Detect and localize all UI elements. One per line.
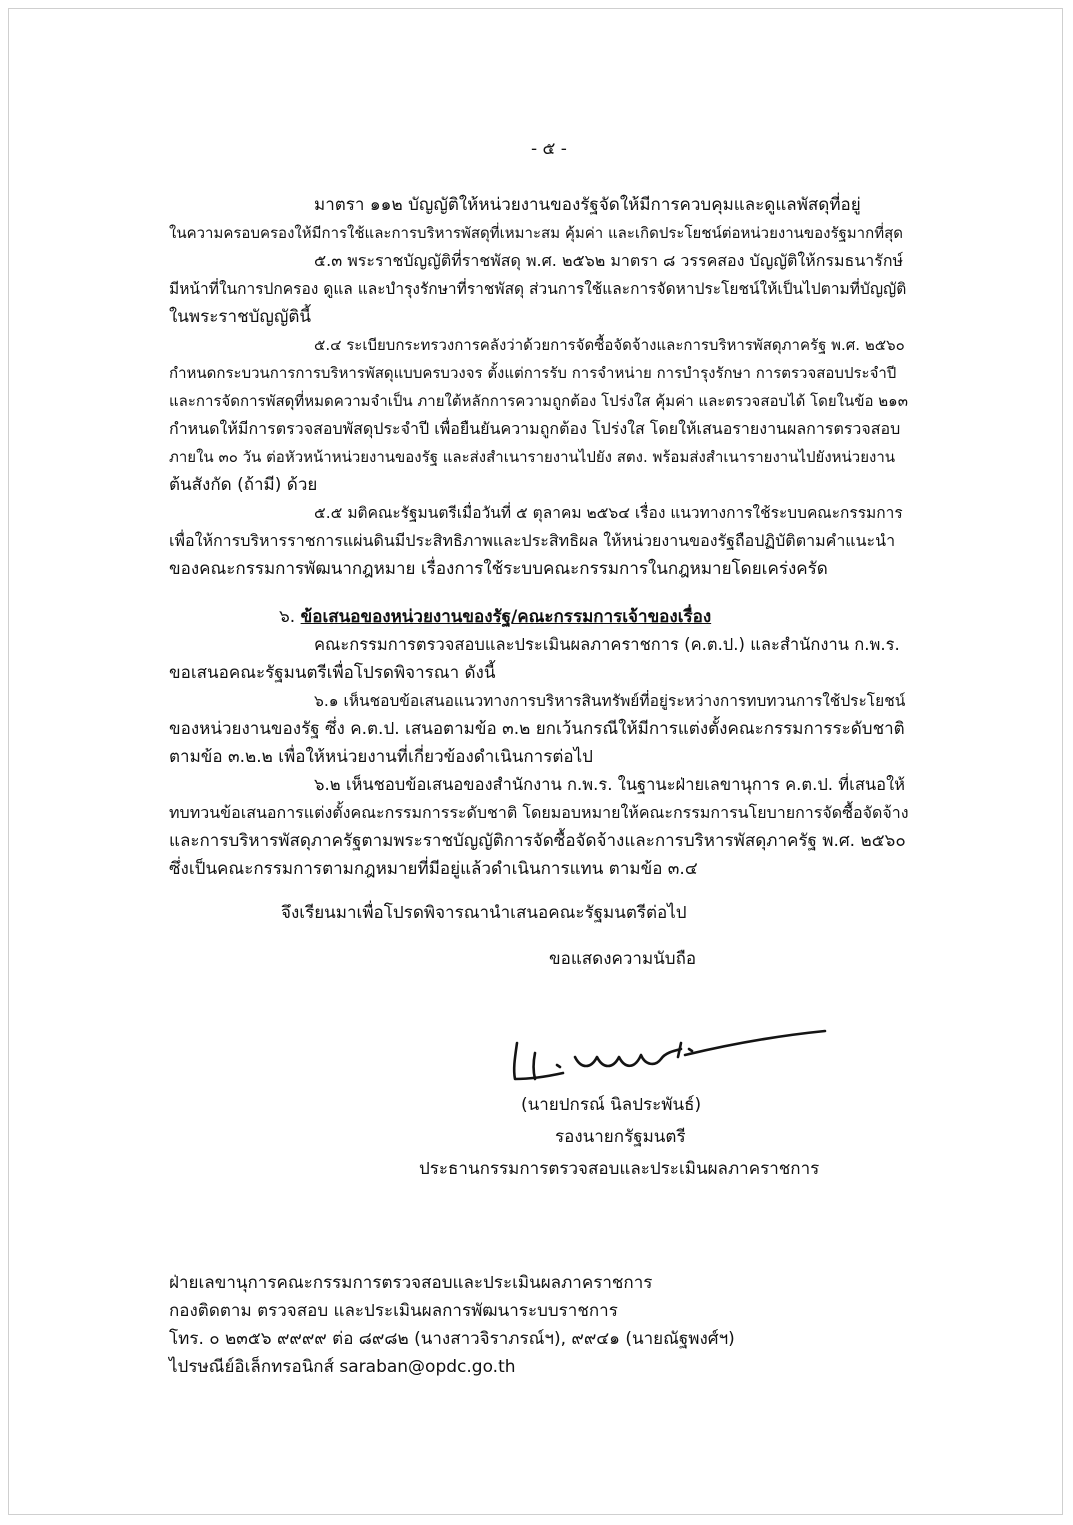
body-line: ต้นสังกัด (ถ้ามี) ด้วย: [169, 475, 318, 495]
document-page: [8, 8, 1063, 1515]
body-line: ในความครอบครองให้มีการใช้และการบริหารพัสดุที่เหมาะสม คุ้มค่า และเกิดประโยชน์ต่อหน่วยงานของรัฐมากที่สุด: [169, 224, 903, 242]
section-number: ๖.: [279, 607, 296, 627]
section-line: ตามข้อ ๓.๒.๒ เพื่อให้หน่วยงานที่เกี่ยวข้องดำเนินการต่อไป: [169, 747, 593, 767]
body-line: ในพระราชบัญญัตินี้: [169, 307, 312, 327]
body-line: เพื่อให้การบริหารราชการแผ่นดินมีประสิทธิภาพและประสิทธิผล ให้หน่วยงานของรัฐถือปฏิบัติตามคำแนะนำ: [169, 531, 896, 550]
footer-line: ฝ่ายเลขานุการคณะกรรมการตรวจสอบและประเมินผลภาคราชการ: [169, 1273, 653, 1293]
section-line: ทบทวนข้อเสนอการแต่งตั้งคณะกรรมการระดับชาติ โดยมอบหมายให้คณะกรรมการนโยบายการจัดซื้อจัดจ้าง: [169, 803, 909, 822]
section-heading: [279, 605, 711, 629]
signer-position: รองนายกรัฐมนตรี: [555, 1127, 686, 1147]
body-line: ๕.๕ มติคณะรัฐมนตรีเมื่อวันที่ ๕ ตุลาคม ๒๕๖๔ เรื่อง แนวทางการใช้ระบบคณะกรรมการ: [314, 504, 903, 522]
section-line: ๖.๒ เห็นชอบข้อเสนอของสำนักงาน ก.พ.ร. ในฐานะฝ่ายเลขานุการ ค.ต.ป. ที่เสนอให้: [314, 775, 906, 794]
body-line: ภายใน ๓๐ วัน ต่อหัวหน้าหน่วยงานของรัฐ และส่งสำเนารายงานไปยัง สตง. พร้อมส่งสำเนารายงานไปยังหน่วยงาน: [169, 448, 895, 466]
regards-text: ขอแสดงความนับถือ: [549, 949, 697, 969]
body-line: กำหนดให้มีการตรวจสอบพัสดุประจำปี เพื่อยืนยันความถูกต้อง โปร่งใส โดยให้เสนอรายงานผลการตรวจสอบ: [169, 419, 901, 438]
closing-line: จึงเรียนมาเพื่อโปรดพิจารณานำเสนอคณะรัฐมนตรีต่อไป: [281, 903, 687, 923]
body-line: มาตรา ๑๑๒ บัญญัติให้หน่วยงานของรัฐจัดให้มีการควบคุมและดูแลพัสดุที่อยู่: [314, 195, 861, 215]
body-line: ๕.๔ ระเบียบกระทรวงการคลังว่าด้วยการจัดซื้อจัดจ้างและการบริหารพัสดุภาครัฐ พ.ศ. ๒๕๖๐: [314, 336, 905, 354]
section-line: ของหน่วยงานของรัฐ ซึ่ง ค.ต.ป. เสนอตามข้อ ๓.๒ ยกเว้นกรณีให้มีการแต่งตั้งคณะกรรมการระดับชาติ: [169, 719, 905, 739]
signer-position-chair: ประธานกรรมการตรวจสอบและประเมินผลภาคราชการ: [419, 1159, 820, 1179]
signature-image: [505, 1013, 841, 1093]
section-line: และการบริหารพัสดุภาครัฐตามพระราชบัญญัติการจัดซื้อจัดจ้างและการบริหารพัสดุภาครัฐ พ.ศ. ๒๕๖๐: [169, 831, 906, 851]
footer-line: โทร. ๐ ๒๓๕๖ ๙๙๙๙ ต่อ ๘๙๘๒ (นางสาวจิราภรณ์ฯ), ๙๙๔๑ (นายณัฐพงศ์ฯ): [169, 1329, 735, 1349]
body-line: มีหน้าที่ในการปกครอง ดูแล และบำรุงรักษาที่ราชพัสดุ ส่วนการใช้และการจัดหาประโยชน์ให้เป็นไปตามที่บัญญัติ: [169, 280, 907, 298]
body-line: และการจัดการพัสดุที่หมดความจำเป็น ภายใต้หลักการความถูกต้อง โปร่งใส คุ้มค่า และตรวจสอบได้ โดยในข้อ ๒๑๓: [169, 392, 908, 410]
page-number: - ๕ -: [531, 139, 567, 159]
footer-line: กองติดตาม ตรวจสอบ และประเมินผลการพัฒนาระบบราชการ: [169, 1301, 618, 1321]
body-line: ของคณะกรรมการพัฒนากฎหมาย เรื่องการใช้ระบบคณะกรรมการในกฎหมายโดยเคร่งครัด: [169, 559, 828, 579]
signer-name: (นายปกรณ์ นิลประพันธ์): [521, 1095, 702, 1115]
section-line: ๖.๑ เห็นชอบข้อเสนอแนวทางการบริหารสินทรัพย์ที่อยู่ระหว่างการทบทวนการใช้ประโยชน์: [314, 692, 906, 710]
section-title: ข้อเสนอของหน่วยงานของรัฐ/คณะกรรมการเจ้าของเรื่อง: [300, 607, 712, 627]
footer-line: ไปรษณีย์อิเล็กทรอนิกส์ saraban@opdc.go.th: [169, 1357, 516, 1377]
body-line: ๕.๓ พระราชบัญญัติที่ราชพัสดุ พ.ศ. ๒๕๖๒ มาตรา ๘ วรรคสอง บัญญัติให้กรมธนารักษ์: [314, 251, 904, 270]
section-line: ซึ่งเป็นคณะกรรมการตามกฎหมายที่มีอยู่แล้วดำเนินการแทน ตามข้อ ๓.๔: [169, 859, 698, 879]
section-line: ขอเสนอคณะรัฐมนตรีเพื่อโปรดพิจารณา ดังนี้: [169, 663, 496, 683]
section-line: คณะกรรมการตรวจสอบและประเมินผลภาคราชการ (ค.ต.ป.) และสำนักงาน ก.พ.ร.: [314, 635, 900, 654]
body-line: กำหนดกระบวนการการบริหารพัสดุแบบครบวงจร ตั้งแต่การรับ การจำหน่าย การบำรุงรักษา การตรวจสอบประจำปี: [169, 364, 897, 382]
